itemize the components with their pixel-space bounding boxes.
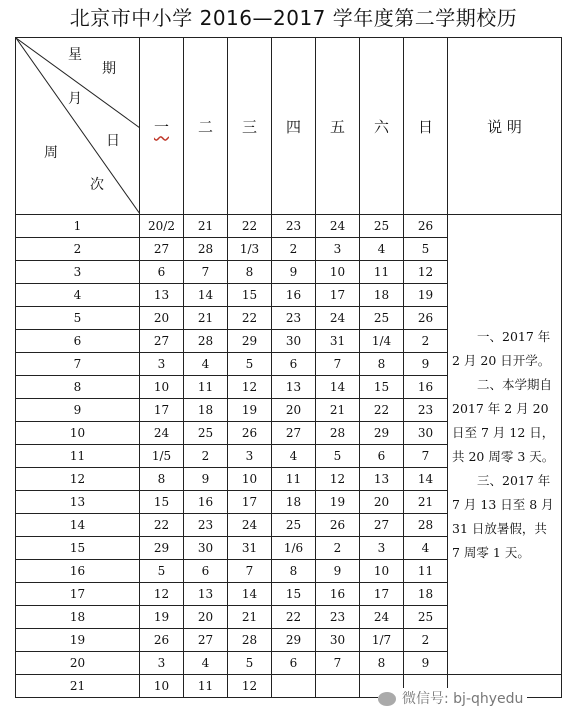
date-cell: 3 <box>140 652 184 675</box>
date-cell: 13 <box>272 376 316 399</box>
date-cell: 20 <box>140 307 184 330</box>
date-cell: 3 <box>316 238 360 261</box>
date-cell: 6 <box>272 652 316 675</box>
date-cell: 14 <box>316 376 360 399</box>
date-cell: 13 <box>360 468 404 491</box>
date-cell: 14 <box>228 583 272 606</box>
date-cell: 8 <box>140 468 184 491</box>
date-cell: 15 <box>272 583 316 606</box>
date-cell: 5 <box>404 238 448 261</box>
note-item: 二、本学期自 2017 年 2 月 20 日至 7 月 12 日，共 20 周零 3 天。 <box>452 376 555 464</box>
date-cell: 25 <box>360 307 404 330</box>
week-number: 20 <box>16 652 140 675</box>
date-cell: 28 <box>184 238 228 261</box>
week-number: 19 <box>16 629 140 652</box>
date-cell: 12 <box>228 675 272 698</box>
week-number: 14 <box>16 514 140 537</box>
date-cell: 10 <box>316 261 360 284</box>
date-cell: 17 <box>140 399 184 422</box>
date-cell: 18 <box>184 399 228 422</box>
week-number: 1 <box>16 215 140 238</box>
date-cell: 3 <box>140 353 184 376</box>
date-cell: 23 <box>404 399 448 422</box>
date-cell: 28 <box>228 629 272 652</box>
week-number: 4 <box>16 284 140 307</box>
wechat-icon <box>378 692 396 706</box>
date-cell: 24 <box>228 514 272 537</box>
date-cell: 17 <box>360 583 404 606</box>
date-cell: 21 <box>184 215 228 238</box>
watermark-text: 微信号: bj-qhyedu <box>402 691 524 707</box>
date-cell: 4 <box>360 238 404 261</box>
date-cell: 19 <box>404 284 448 307</box>
week-number: 12 <box>16 468 140 491</box>
date-cell: 21 <box>404 491 448 514</box>
date-cell: 27 <box>272 422 316 445</box>
date-cell: 2 <box>316 537 360 560</box>
date-cell: 13 <box>184 583 228 606</box>
date-cell: 1/3 <box>228 238 272 261</box>
date-cell: 1/5 <box>140 445 184 468</box>
date-cell: 5 <box>228 652 272 675</box>
date-cell: 15 <box>360 376 404 399</box>
date-cell: 9 <box>316 560 360 583</box>
date-cell: 15 <box>228 284 272 307</box>
date-cell: 7 <box>404 445 448 468</box>
date-cell: 5 <box>140 560 184 583</box>
date-cell: 3 <box>228 445 272 468</box>
date-cell: 8 <box>228 261 272 284</box>
date-cell: 28 <box>184 330 228 353</box>
week-number: 16 <box>16 560 140 583</box>
week-number: 9 <box>16 399 140 422</box>
corner-period: 期 <box>102 61 116 77</box>
date-cell: 21 <box>184 307 228 330</box>
date-cell: 12 <box>228 376 272 399</box>
date-cell: 22 <box>228 307 272 330</box>
date-cell: 2 <box>272 238 316 261</box>
date-cell: 13 <box>140 284 184 307</box>
date-cell: 18 <box>360 284 404 307</box>
date-cell: 17 <box>228 491 272 514</box>
date-cell: 23 <box>272 215 316 238</box>
date-cell: 26 <box>316 514 360 537</box>
corner-order: 次 <box>90 177 104 193</box>
date-cell: 20 <box>360 491 404 514</box>
date-cell: 28 <box>404 514 448 537</box>
date-cell: 4 <box>184 353 228 376</box>
date-cell: 5 <box>316 445 360 468</box>
date-cell: 7 <box>316 652 360 675</box>
day-header-fri: 五 <box>316 38 360 215</box>
date-cell: 16 <box>316 583 360 606</box>
date-cell: 24 <box>316 215 360 238</box>
date-cell: 22 <box>228 215 272 238</box>
week-number: 6 <box>16 330 140 353</box>
date-cell: 20 <box>272 399 316 422</box>
date-cell: 14 <box>184 284 228 307</box>
date-cell: 9 <box>404 652 448 675</box>
page-title: 北京市中小学 2016—2017 学年度第二学期校历 <box>69 6 518 30</box>
date-cell: 8 <box>360 652 404 675</box>
date-cell: 11 <box>404 560 448 583</box>
date-cell: 31 <box>316 330 360 353</box>
date-cell: 23 <box>184 514 228 537</box>
date-cell <box>316 675 360 698</box>
corner-week: 周 <box>44 145 58 161</box>
date-cell: 11 <box>360 261 404 284</box>
day-header-wed: 三 <box>228 38 272 215</box>
date-cell: 27 <box>360 514 404 537</box>
date-cell: 11 <box>184 675 228 698</box>
date-cell: 26 <box>228 422 272 445</box>
date-cell: 24 <box>140 422 184 445</box>
date-cell: 19 <box>316 491 360 514</box>
date-cell: 18 <box>272 491 316 514</box>
date-cell: 12 <box>316 468 360 491</box>
date-cell: 8 <box>360 353 404 376</box>
note-item: 一、2017 年 2 月 20 日开学。 <box>452 328 551 368</box>
date-cell: 30 <box>184 537 228 560</box>
date-cell: 25 <box>184 422 228 445</box>
date-cell: 17 <box>316 284 360 307</box>
date-cell: 20 <box>184 606 228 629</box>
week-number: 10 <box>16 422 140 445</box>
date-cell: 4 <box>404 537 448 560</box>
date-cell: 8 <box>272 560 316 583</box>
date-cell: 29 <box>228 330 272 353</box>
week-number: 2 <box>16 238 140 261</box>
day-header-thu: 四 <box>272 38 316 215</box>
date-cell: 10 <box>228 468 272 491</box>
date-cell: 21 <box>316 399 360 422</box>
date-cell: 26 <box>404 215 448 238</box>
header-row <box>16 38 562 215</box>
date-cell: 4 <box>272 445 316 468</box>
week-number: 21 <box>16 675 140 698</box>
date-cell: 6 <box>272 353 316 376</box>
date-cell: 25 <box>360 215 404 238</box>
week-number: 15 <box>16 537 140 560</box>
date-cell: 27 <box>140 330 184 353</box>
date-cell: 4 <box>184 652 228 675</box>
week-number: 18 <box>16 606 140 629</box>
date-cell: 7 <box>184 261 228 284</box>
corner-diagonals <box>16 38 140 214</box>
date-cell: 23 <box>316 606 360 629</box>
date-cell: 10 <box>140 376 184 399</box>
date-cell: 29 <box>272 629 316 652</box>
date-cell: 23 <box>272 307 316 330</box>
day-header-tue: 二 <box>184 38 228 215</box>
date-cell: 9 <box>184 468 228 491</box>
date-cell <box>272 675 316 698</box>
date-cell: 19 <box>228 399 272 422</box>
watermark <box>378 688 527 710</box>
corner-star: 星 <box>68 47 82 63</box>
date-cell: 1/7 <box>360 629 404 652</box>
date-cell: 6 <box>360 445 404 468</box>
date-cell: 21 <box>228 606 272 629</box>
week-number: 11 <box>16 445 140 468</box>
corner-month: 月 <box>68 91 82 107</box>
date-cell: 31 <box>228 537 272 560</box>
notes-cell <box>448 215 562 675</box>
date-cell: 27 <box>140 238 184 261</box>
date-cell: 6 <box>140 261 184 284</box>
week-number: 13 <box>16 491 140 514</box>
date-cell: 16 <box>184 491 228 514</box>
date-cell: 27 <box>184 629 228 652</box>
date-cell: 25 <box>272 514 316 537</box>
date-cell: 5 <box>228 353 272 376</box>
date-cell: 11 <box>272 468 316 491</box>
date-cell: 28 <box>316 422 360 445</box>
date-cell: 6 <box>184 560 228 583</box>
date-cell: 30 <box>316 629 360 652</box>
date-cell: 7 <box>228 560 272 583</box>
date-cell: 24 <box>316 307 360 330</box>
date-cell: 10 <box>360 560 404 583</box>
date-cell: 2 <box>184 445 228 468</box>
week-number: 3 <box>16 261 140 284</box>
date-cell: 10 <box>140 675 184 698</box>
note-item: 三、2017 年 7 月 13 日至 8 月 31 日放暑假，共 7 周零 1 天。 <box>452 472 554 560</box>
date-cell: 12 <box>140 583 184 606</box>
day-header-sun: 日 <box>404 38 448 215</box>
week-number: 8 <box>16 376 140 399</box>
date-cell: 16 <box>404 376 448 399</box>
day-header-mon: 一 <box>140 38 184 215</box>
date-cell: 12 <box>404 261 448 284</box>
date-cell: 30 <box>272 330 316 353</box>
week-row <box>16 215 562 238</box>
week-number: 17 <box>16 583 140 606</box>
school-calendar-table <box>15 37 562 698</box>
date-cell: 30 <box>404 422 448 445</box>
date-cell: 19 <box>140 606 184 629</box>
date-cell: 2 <box>404 330 448 353</box>
corner-header <box>16 38 140 215</box>
day-header-sat: 六 <box>360 38 404 215</box>
notes-header: 说 明 <box>448 38 562 215</box>
date-cell: 22 <box>272 606 316 629</box>
date-cell: 14 <box>404 468 448 491</box>
date-cell: 18 <box>404 583 448 606</box>
date-cell: 29 <box>140 537 184 560</box>
date-cell: 9 <box>272 261 316 284</box>
week-number: 7 <box>16 353 140 376</box>
date-cell: 11 <box>184 376 228 399</box>
date-cell: 22 <box>140 514 184 537</box>
date-cell: 24 <box>360 606 404 629</box>
date-cell: 1/6 <box>272 537 316 560</box>
date-cell: 26 <box>140 629 184 652</box>
date-cell: 2 <box>404 629 448 652</box>
date-cell: 15 <box>140 491 184 514</box>
date-cell: 29 <box>360 422 404 445</box>
date-cell: 1/4 <box>360 330 404 353</box>
corner-day: 日 <box>106 133 120 149</box>
date-cell: 7 <box>316 353 360 376</box>
weeks-body <box>16 215 562 698</box>
date-cell: 25 <box>404 606 448 629</box>
date-cell: 9 <box>404 353 448 376</box>
date-cell: 26 <box>404 307 448 330</box>
date-cell: 22 <box>360 399 404 422</box>
week-number: 5 <box>16 307 140 330</box>
date-cell: 3 <box>360 537 404 560</box>
date-cell: 16 <box>272 284 316 307</box>
date-cell: 20/2 <box>140 215 184 238</box>
